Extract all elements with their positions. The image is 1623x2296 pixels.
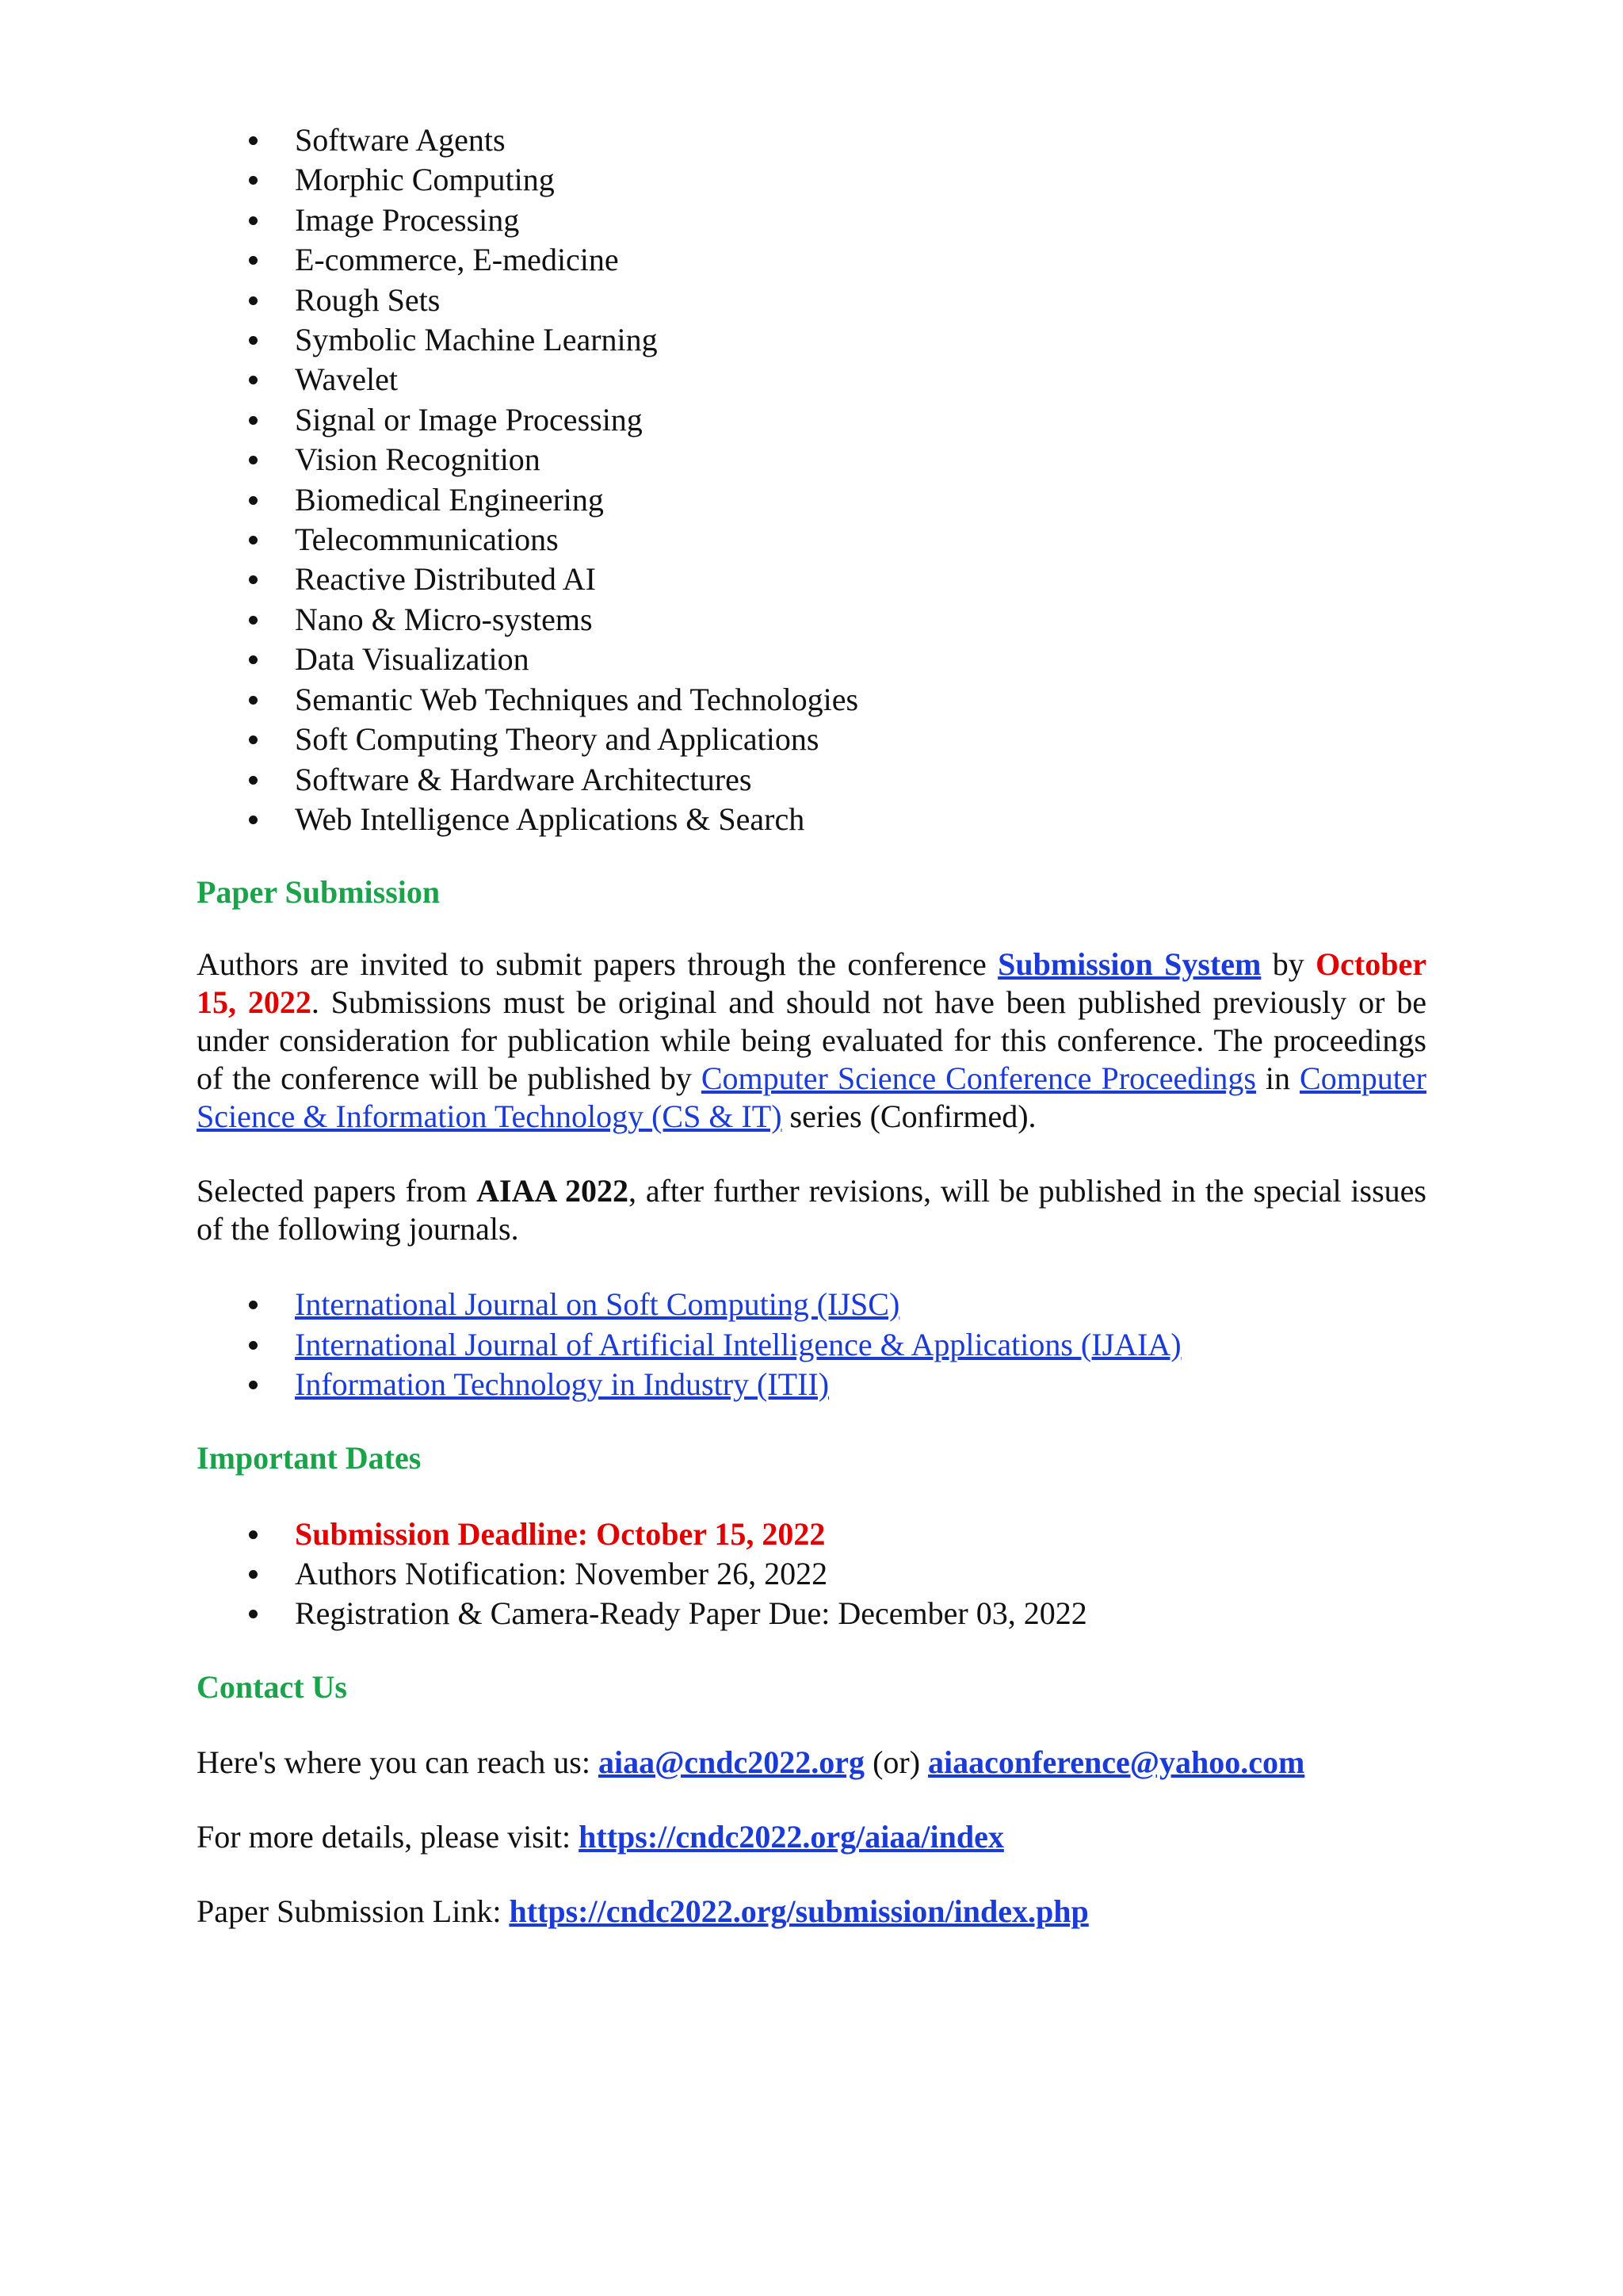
topic-item: Biomedical Engineering (197, 480, 1426, 520)
csit-link[interactable]: Computer Science & Information Technology (CS & IT) (197, 1060, 1426, 1135)
details-url-link[interactable]: https://cndc2022.org/aiaa/index (579, 1818, 1004, 1855)
topic-item: Wavelet (197, 360, 1426, 399)
topic-item: Image Processing (197, 201, 1426, 240)
topic-item: Symbolic Machine Learning (197, 320, 1426, 360)
document-page (197, 120, 1426, 1931)
topic-item: Vision Recognition (197, 440, 1426, 479)
cscp-link[interactable]: Computer Science Conference Proceedings (701, 1060, 1256, 1097)
topic-item: Morphic Computing (197, 160, 1426, 200)
important-dates-heading: Important Dates (197, 1439, 422, 1476)
contact-line (197, 1744, 1426, 1782)
submission-link-label: Paper Submission Link: (197, 1893, 510, 1929)
email-link-secondary[interactable]: aiaaconference@yahoo.com (928, 1744, 1305, 1780)
topic-item: Software Agents (197, 120, 1426, 160)
submission-text: Authors are invited to submit papers through the conference (197, 946, 999, 983)
topic-item: Reactive Distributed AI (197, 560, 1426, 599)
journal-link-itii[interactable]: Information Technology in Industry (ITII) (295, 1366, 830, 1403)
topic-item: Software & Hardware Architectures (197, 760, 1426, 800)
topics-list (197, 120, 1426, 839)
topic-item: Data Visualization (197, 640, 1426, 679)
journal-link-ijsc[interactable]: International Journal on Soft Computing (IJSC) (295, 1286, 900, 1323)
conference-name: AIAA 2022 (476, 1173, 628, 1209)
submission-text: in (1255, 1060, 1300, 1097)
submission-text: series (Confirmed). (781, 1098, 1037, 1135)
paper-submission-heading: Paper Submission (197, 874, 441, 911)
submission-system-link[interactable]: Submission System (998, 946, 1262, 983)
topic-item: Rough Sets (197, 281, 1426, 320)
email-link-primary[interactable]: aiaa@cndc2022.org (598, 1744, 865, 1780)
contact-us-heading: Contact Us (197, 1668, 347, 1705)
deadline-date: October 15, 2022 (197, 946, 1427, 1021)
submission-paragraph (197, 946, 1426, 1136)
notification-item: Authors Notification: November 26, 2022 (197, 1554, 1426, 1594)
journal-item (197, 1285, 1426, 1324)
selected-papers-paragraph (197, 1172, 1426, 1248)
topic-item: Signal or Image Processing (197, 400, 1426, 440)
journal-item (197, 1365, 1426, 1404)
journal-item (197, 1325, 1426, 1365)
dates-list (197, 1515, 1426, 1634)
journal-link-ijaia[interactable]: International Journal of Artificial Intelligence & Applications (IJAIA) (295, 1326, 1182, 1362)
submission-url-link[interactable]: https://cndc2022.org/submission/index.php (509, 1893, 1089, 1929)
journals-list (197, 1285, 1426, 1404)
or-text: (or) (865, 1744, 929, 1780)
topic-item: E-commerce, E-medicine (197, 240, 1426, 280)
selected-text: , after further revisions, will be published in the special issues of the following journals. (197, 1173, 1426, 1247)
topic-item: Soft Computing Theory and Applications (197, 720, 1426, 759)
topic-item: Nano & Micro-systems (197, 600, 1426, 640)
submission-text: by (1261, 946, 1316, 983)
topic-item: Semantic Web Techniques and Technologies (197, 680, 1426, 720)
deadline-item: Submission Deadline: October 15, 2022 (197, 1515, 1426, 1554)
topic-item: Web Intelligence Applications & Search (197, 800, 1426, 839)
details-label: For more details, please visit: (197, 1818, 579, 1855)
registration-item: Registration & Camera-Ready Paper Due: December 03, 2022 (197, 1594, 1426, 1633)
details-line (197, 1818, 1426, 1856)
topic-item: Telecommunications (197, 520, 1426, 560)
submission-text: . Submissions must be original and should not have been published previously or be under consideration for publication while being evaluated for this conference. The proceedings of the conference will be published by (197, 984, 1427, 1097)
submission-link-line (197, 1893, 1426, 1931)
selected-text: Selected papers from (197, 1173, 477, 1209)
contact-label: Here's where you can reach us: (197, 1744, 598, 1780)
